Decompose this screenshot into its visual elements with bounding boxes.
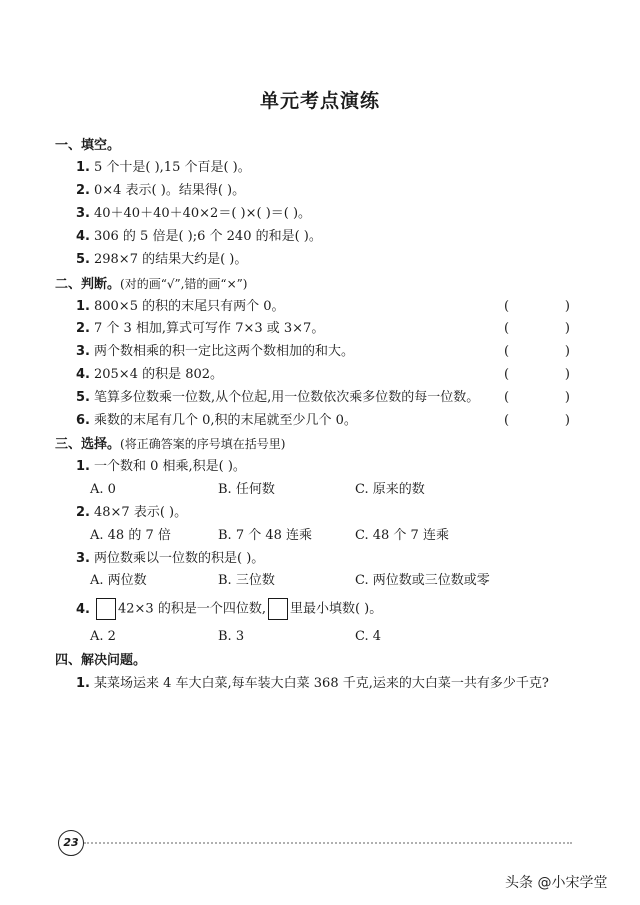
answer-paren[interactable] (504, 298, 570, 316)
paren-close: ) (564, 344, 570, 359)
fill-item-4 (76, 228, 322, 246)
blank-box[interactable] (96, 598, 116, 620)
answer-paren[interactable] (504, 343, 570, 361)
option-a[interactable]: A. 48 的 7 倍 (90, 528, 171, 543)
item-text: 某菜场运来 4 车大白菜,每车装大白菜 368 千克,运来的大白菜一共有多少千克? (93, 676, 549, 691)
item-number: 3. (76, 551, 90, 566)
section-3-note: (将正确答案的序号填在括号里) (120, 437, 286, 451)
item-number: 2. (76, 321, 90, 336)
item-number: 4. (76, 229, 90, 244)
judge-item-1 (76, 298, 285, 316)
choice-item-2 (76, 504, 187, 522)
option-a[interactable]: A. 0 (90, 482, 116, 497)
item-number: 3. (76, 344, 90, 359)
item-text: 一个数和 0 相乘,积是( )。 (93, 459, 246, 474)
item-number: 5. (76, 252, 90, 267)
section-2-note: (对的画“√”,错的画“×”) (120, 277, 248, 291)
page-number-badge: 23 (58, 830, 84, 856)
paren-open: ( (504, 344, 510, 359)
paren-open: ( (504, 367, 510, 382)
item-text-b: 里最小填数( )。 (289, 601, 383, 617)
fill-item-2 (76, 182, 245, 200)
item-text: 0×4 表示( )。结果得( )。 (93, 183, 246, 198)
paren-open: ( (504, 299, 510, 314)
judge-item-3 (76, 343, 354, 361)
item-number: 4. (76, 601, 90, 617)
choice-item-4 (76, 598, 382, 620)
footer-dotted-rule (84, 842, 572, 844)
item-number: 4. (76, 367, 90, 382)
answer-paren[interactable] (504, 320, 570, 338)
item-text: 306 的 5 倍是( );6 个 240 的和是( )。 (93, 229, 322, 244)
item-text: 两个数相乘的积一定比这两个数相加的和大。 (93, 344, 354, 359)
answer-paren[interactable] (504, 412, 570, 430)
section-4-heading: 四、解决问题。 (55, 653, 147, 668)
section-2-heading (55, 275, 247, 294)
page-title: 单元考点演练 (259, 90, 380, 112)
choice-item-3 (76, 550, 264, 568)
item-number: 1. (76, 676, 90, 691)
item-text: 800×5 的积的末尾只有两个 0。 (93, 299, 285, 314)
item-text: 5 个十是( ),15 个百是( )。 (93, 160, 251, 175)
fill-item-1 (76, 159, 251, 177)
item-number: 2. (76, 183, 90, 198)
section-3-heading (55, 435, 285, 454)
option-c[interactable]: C. 原来的数 (355, 482, 425, 497)
paren-open: ( (504, 390, 510, 405)
option-a[interactable]: A. 2 (90, 629, 116, 644)
answer-paren[interactable] (504, 389, 570, 407)
paren-close: ) (564, 390, 570, 405)
option-a[interactable]: A. 两位数 (90, 573, 147, 588)
item-number: 5. (76, 390, 90, 405)
problem-item-1 (76, 675, 549, 693)
paren-close: ) (564, 299, 570, 314)
option-c[interactable]: C. 48 个 7 连乘 (355, 528, 449, 543)
watermark-text: 头条 @小宋学堂 (505, 875, 608, 891)
option-c[interactable]: C. 两位数或三位数或零 (355, 573, 490, 588)
item-text-a: 42×3 的积是一个四位数, (117, 601, 266, 617)
item-number: 1. (76, 160, 90, 175)
section-2-title: 二、判断。 (55, 277, 121, 292)
item-number: 6. (76, 413, 90, 428)
judge-item-5 (76, 389, 479, 407)
option-b[interactable]: B. 任何数 (218, 482, 275, 497)
choice-item-1 (76, 458, 246, 476)
item-text: 笔算多位数乘一位数,从个位起,用一位数依次乘多位数的每一位数。 (93, 390, 480, 405)
option-b[interactable]: B. 三位数 (218, 573, 275, 588)
item-text: 两位数乘以一位数的积是( )。 (93, 551, 265, 566)
paren-close: ) (564, 321, 570, 336)
blank-box[interactable] (268, 598, 288, 620)
item-text: 205×4 的积是 802。 (93, 367, 224, 382)
item-text: 乘数的末尾有几个 0,积的末尾就至少几个 0。 (93, 413, 357, 428)
judge-item-2 (76, 320, 324, 338)
paren-open: ( (504, 413, 510, 428)
fill-item-5 (76, 251, 247, 269)
paren-open: ( (504, 321, 510, 336)
item-number: 2. (76, 505, 90, 520)
item-text: 298×7 的结果大约是( )。 (93, 252, 248, 267)
fill-item-3 (76, 205, 311, 223)
paren-close: ) (564, 367, 570, 382)
section-3-title: 三、选择。 (55, 437, 121, 452)
option-b[interactable]: B. 7 个 48 连乘 (218, 528, 313, 543)
paren-close: ) (564, 413, 570, 428)
item-text: 7 个 3 相加,算式可写作 7×3 或 3×7。 (93, 321, 325, 336)
option-b[interactable]: B. 3 (218, 629, 245, 644)
item-number: 3. (76, 206, 90, 221)
answer-paren[interactable] (504, 366, 570, 384)
item-text: 48×7 表示( )。 (93, 505, 188, 520)
item-number: 1. (76, 299, 90, 314)
section-1-heading: 一、填空。 (55, 138, 121, 153)
item-number: 1. (76, 459, 90, 474)
option-c[interactable]: C. 4 (355, 629, 382, 644)
judge-item-6 (76, 412, 357, 430)
judge-item-4 (76, 366, 223, 384)
item-text: 40＋40＋40＋40×2＝( )×( )＝( )。 (93, 206, 312, 221)
